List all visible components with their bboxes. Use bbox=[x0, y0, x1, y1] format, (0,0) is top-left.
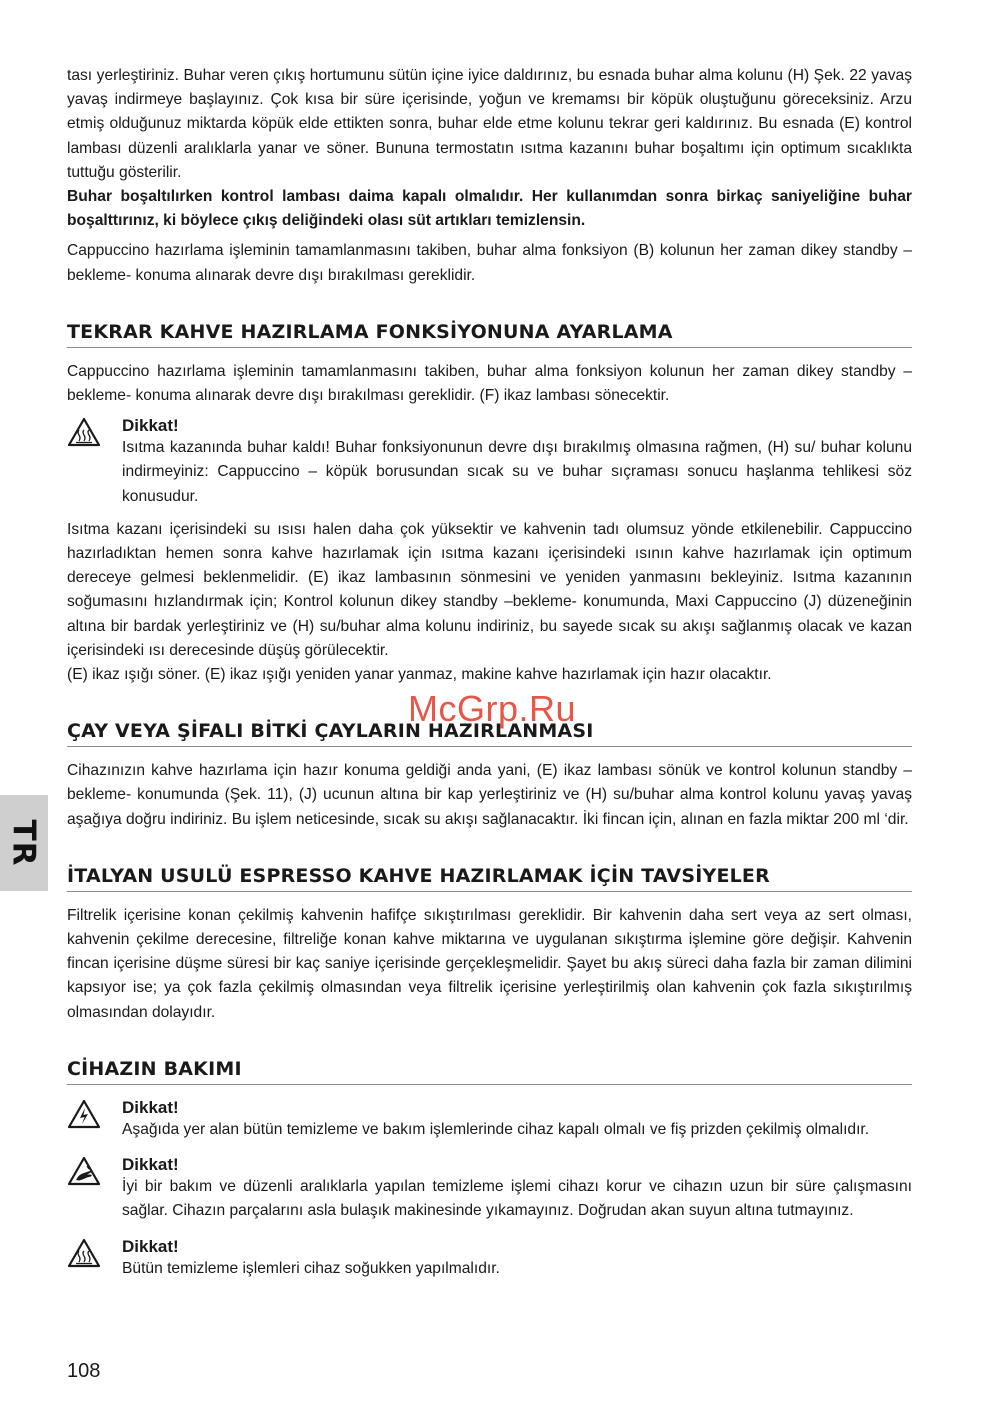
top-paragraph: tası yerleştiriniz. Buhar veren çıkış hortumunu sütün içine iyice daldırınız, bu esnada buhar alma kolunu (H) Şek. 22 yavaş yavaş indirmeye başlayınız. Çok kısa bir süre içerisinde, yoğun ve kremamsı bir köpük oluştuğunu göreceksiniz. Arzu etmiş olduğunuz miktarda köpük elde ettikten sonra, buhar elde etme kolunu tekrar geri kaldırınız. Bu esnada (E) kontrol lambası düzenli aralıklarla yanar ve söner. Bununa termostatın ısıtma kazanını buhar boşaltımı için optimum sıcaklıkta tuttuğu gösterilir. bbox=[67, 67, 912, 181]
section1-body: Isıtma kazanı içerisindeki su ısısı halen daha çok yüksektir ve kahvenin tadı olumsuz yönde etkilenebilir. Cappuccino hazırladıktan hemen sonra kahve hazırlamak için ısıtma kazanı içerisindeki ısının kahve hazırlamak için optimum dereceye gelmesi beklenmelidir. (E) ikaz lambasının sönmesini ve yeniden yanmasını bekleyiniz. Isıtma kazanının soğumasını hızlandırmak için; Kontrol kolunun dikey standby –bekleme- konumunda, Maxi Cappuccino (J) düzeneğinin altına bir bardak yerleştiriniz ve (H) su/buhar alma kolunu indiriniz, bu sayede sıcak su akışı sağlanmış olacak ve kazan içerisindeki ısı derecesinde düşüş görülecektir. bbox=[67, 520, 912, 659]
section2-body: Cihazınızın kahve hazırlama için hazır konuma geldiği anda yani, (E) ikaz lambası sönük ve kontrol kolunun standby –bekleme- konumunda (Şek. 11), (J) ucunun altına bir kap yerleştiriniz ve (H) su/buhar alma kontrol kolunu yavaş yavaş aşağıya doğru indiriniz. Bu işlem neticesinde, sıcak su akışı sağlanacaktır. İki fincan için, alınan en fazla miktar 200 ml ‘dir. bbox=[67, 762, 912, 828]
warning-text: Bütün temizleme işlemleri cihaz soğukken yapılmalıdır. bbox=[122, 1259, 500, 1277]
hot-surface-warning-icon bbox=[67, 1236, 122, 1281]
hot-surface-warning-icon bbox=[67, 415, 122, 509]
section-heading-reset-coffee: TEKRAR KAHVE HAZIRLAMA FONKSİYONUNA AYARLAMA bbox=[67, 320, 912, 348]
warning-text: İyi bir bakım ve düzenli aralıklarla yapılan temizleme işlemi cihazı korur ve cihazın uzun bir süre çalışmasını sağlar. Cihazın parçalarını asla bulaşık makinesinde yıkamayınız. Doğrudan akan suyun altına tutmayınız. bbox=[122, 1178, 912, 1220]
section-heading-maintenance: CİHAZIN BAKIMI bbox=[67, 1057, 912, 1085]
warning-text: Isıtma kazanında buhar kaldı! Buhar fonksiyonunun devre dışı bırakılmış olmasına rağmen, (H) su/ buhar kolunu indirmeyiniz: Cappuccino – köpük borusundan sıcak su ve buhar sıçraması sonucu haşlanma tehlikesi söz konusudur. bbox=[122, 439, 912, 505]
electric-shock-warning-icon bbox=[67, 1097, 122, 1142]
top-paragraph-2: Cappuccino hazırlama işleminin tamamlanmasını takiben, buhar alma fonksiyon (B) kolunun her zaman dikey standby –bekleme- konuma alınarak devre dışı bırakılması gereklidir. bbox=[67, 242, 912, 284]
language-tab bbox=[0, 795, 48, 891]
hand-hazard-warning-icon bbox=[67, 1154, 122, 1223]
warning-title: Dikkat! bbox=[122, 416, 179, 436]
warning-text: Aşağıda yer alan bütün temizleme ve bakım işlemlerinde cihaz kapalı olmalı ve fiş prizden çekilmiş olmalıdır. bbox=[122, 1120, 870, 1138]
section-heading-espresso-tips: İTALYAN USULÜ ESPRESSO KAHVE HAZIRLAMAK İÇİN TAVSİYELER bbox=[67, 864, 912, 892]
page-content bbox=[67, 64, 912, 1281]
page-number: 108 bbox=[67, 1360, 101, 1382]
warning-title: Dikkat! bbox=[122, 1236, 179, 1256]
watermark: McGrp.Ru bbox=[408, 688, 577, 729]
language-tab-label: TR bbox=[6, 819, 42, 867]
top-bold-note: Buhar boşaltılırken kontrol lambası daima kapalı olmalıdır. Her kullanımdan sonra birkaç saniyeliğine buhar boşalttırınız, ki böylece çıkış deliğindeki olası süt artıkları temizlensin. bbox=[67, 188, 912, 230]
warning-block bbox=[67, 1236, 912, 1281]
warning-block bbox=[67, 1154, 912, 1223]
warning-block bbox=[67, 1097, 912, 1142]
section1-closing: (E) ikaz ışığı söner. (E) ikaz ışığı yeniden yanar yanmaz, makine kahve hazırlamak için hazır olacaktır. bbox=[67, 666, 772, 684]
warning-block bbox=[67, 415, 912, 509]
section1-intro: Cappuccino hazırlama işleminin tamamlanmasını takiben, buhar alma fonksiyon kolunun her zaman dikey standby –bekleme- konuma alınarak devre dışı bırakılması gereklidir. (F) ikaz lambası sönecektir. bbox=[67, 362, 912, 405]
warning-title: Dikkat! bbox=[122, 1097, 179, 1117]
section3-body: Filtrelik içerisine konan çekilmiş kahvenin hafifçe sıkıştırılması gereklidir. Bir kahvenin daha sert veya az sert olması, kahvenin çekilme derecesine, filtreliğe konan kahve miktarına ve uygulanan sıkıştırma işlemine göre değişir. Kahvenin fincan içerisine düşme süresi bir kaç saniye içerisinde gerçekleşmelidir. Şayet bu akış süreci daha fazla bir zaman dilimini kapsıyor ise; ya çok fazla çekilmiş olmasından veya filtrelik içerisine yerleştirilmiş olan kahvenin çok fazla sıkıştırılmış olmasından dolayıdır. bbox=[67, 906, 912, 1021]
section-heading-tea: ÇAY VEYA ŞİFALI BİTKİ ÇAYLARIN HAZIRLANMASI bbox=[67, 719, 912, 747]
warning-title: Dikkat! bbox=[122, 1155, 179, 1175]
